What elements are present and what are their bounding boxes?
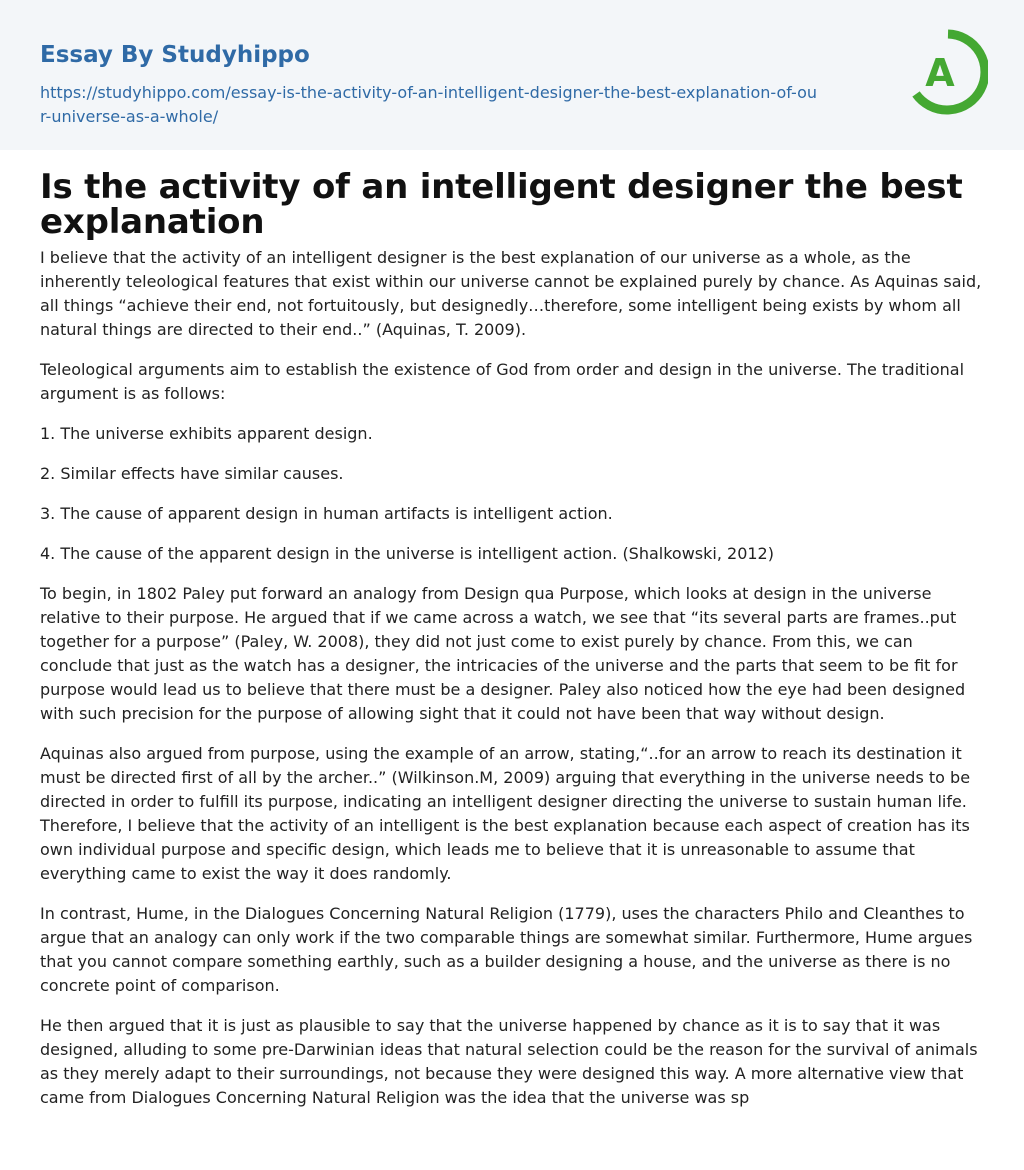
essay-url-link[interactable]: https://studyhippo.com/essay-is-the-activity-of-an-intelligent-designer-the-best-explanation-of-our-universe-as-a-whole/ — [40, 83, 817, 126]
paragraph: He then argued that it is just as plausible to say that the universe happened by chance as it is to say that it was designed, alluding to some pre-Darwinian ideas that natural selection could be the reason for the survival of animals as they merely adapt to their surroundings, not because they were designed this way. A more alternative view that came from Dialogues Concerning Natural Religion was the idea that the universe was sp — [40, 1016, 978, 1107]
list-item: 4. The cause of the apparent design in the universe is intelligent action. (Shalkowski, 2012) — [40, 544, 774, 563]
brand-title[interactable]: Essay By Studyhippo — [40, 42, 310, 68]
list-item: 3. The cause of apparent design in human artifacts is intelligent action. — [40, 504, 613, 523]
page-header — [0, 0, 1024, 150]
essay-content — [40, 167, 984, 1126]
logo-letter: A — [925, 51, 955, 95]
paragraph: Aquinas also argued from purpose, using the example of an arrow, stating,“..for an arrow to reach its destination it must be directed first of all by the archer..” (Wilkinson.M, 2009) arguing that everything in the universe needs to be directed in order to fulfill its purpose, indicating an intelligent designer directing the universe to sustain human life. Therefore, I believe that the activity of an intelligent is the best explanation because each aspect of creation has its own individual purpose and specific design, which leads me to believe that it is unreasonable to assume that everything came to exist the way it does randomly. — [40, 744, 971, 883]
paragraph: To begin, in 1802 Paley put forward an analogy from Design qua Purpose, which looks at design in the universe relative to their purpose. He argued that if we came across a watch, we see that “its several parts are frames..put together for a purpose” (Paley, W. 2008), they did not just come to exist purely by chance. From this, we can conclude that just as the watch has a designer, the intricacies of the universe and the parts that seem to be fit for purpose would lead us to believe that there must be a designer. Paley also noticed how the eye had been designed with such precision for the purpose of allowing sight that it could not have been that way without design. — [40, 584, 966, 723]
paragraph: In contrast, Hume, in the Dialogues Concerning Natural Religion (1779), uses the characters Philo and Cleanthes to argue that an analogy can only work if the two comparable things are somewhat similar. Furthermore, Hume argues that you cannot compare something earthly, such as a builder designing a house, and the universe as there is no concrete point of comparison. — [40, 904, 973, 995]
list-item: 1. The universe exhibits apparent design. — [40, 424, 373, 443]
studyhippo-logo[interactable] — [908, 28, 988, 116]
paragraph: I believe that the activity of an intelligent designer is the best explanation of our universe as a whole, as the inherently teleological features that exist within our universe cannot be explained purely by chance. As Aquinas said, all things “achieve their end, not fortuitously, but designedly…therefore, some intelligent being exists by whom all natural things are directed to their end..” (Aquinas, T. 2009). — [40, 248, 982, 339]
paragraph: Teleological arguments aim to establish the existence of God from order and design in the universe. The traditional argument is as follows: — [40, 360, 965, 403]
essay-title: Is the activity of an intelligent designer the best explanation — [40, 167, 963, 242]
list-item: 2. Similar effects have similar causes. — [40, 464, 344, 483]
